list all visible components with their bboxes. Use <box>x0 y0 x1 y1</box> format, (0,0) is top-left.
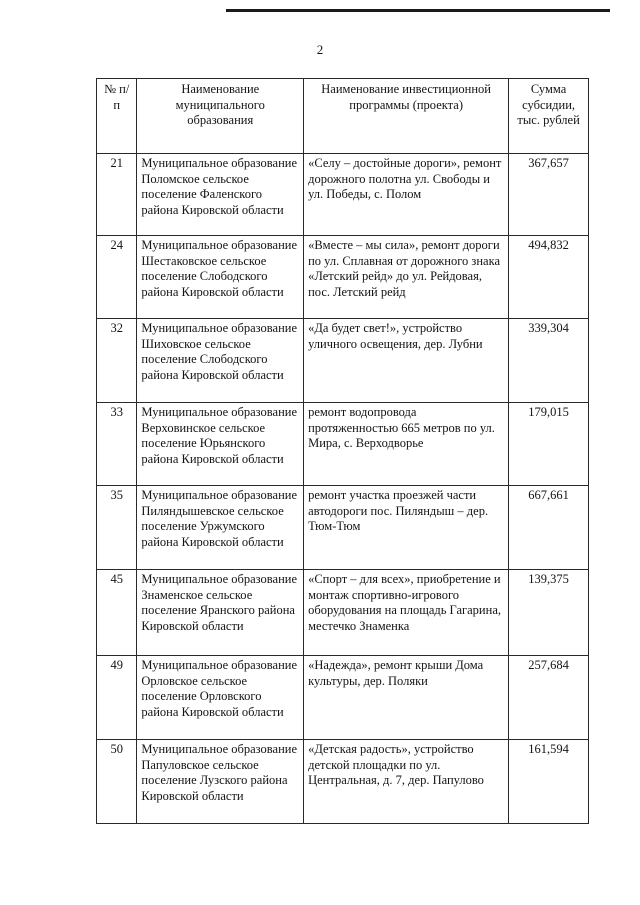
row-number: 50 <box>97 740 137 824</box>
table-row <box>97 486 589 570</box>
row-amount: 494,832 <box>509 236 589 319</box>
row-amount: 667,661 <box>509 486 589 570</box>
row-amount: 179,015 <box>509 403 589 486</box>
top-rule <box>226 9 610 12</box>
row-municipality: Муниципальное образование Верховинское сельское поселение Юрьянского района Кировской области <box>137 403 304 486</box>
table-row <box>97 236 589 319</box>
row-number: 32 <box>97 319 137 403</box>
table-row <box>97 154 589 236</box>
row-program: ремонт водопровода протяженностью 665 метров по ул. Мира, с. Верходворье <box>304 403 509 486</box>
row-municipality: Муниципальное образование Поломское сельское поселение Фаленского района Кировской области <box>137 154 304 236</box>
row-amount: 367,657 <box>509 154 589 236</box>
header-amount: Сумма субсидии, тыс. рублей <box>509 79 589 154</box>
table-row <box>97 319 589 403</box>
row-municipality: Муниципальное образование Пиляндышевское сельское поселение Уржумского района Кировской области <box>137 486 304 570</box>
row-municipality: Муниципальное образование Шиховское сельское поселение Слободского района Кировской области <box>137 319 304 403</box>
row-number: 24 <box>97 236 137 319</box>
row-amount: 139,375 <box>509 570 589 656</box>
table-row <box>97 403 589 486</box>
row-amount: 339,304 <box>509 319 589 403</box>
row-municipality: Муниципальное образование Шестаковское сельское поселение Слободского района Кировской области <box>137 236 304 319</box>
row-amount: 257,684 <box>509 656 589 740</box>
header-municipality: Наименование муниципального образования <box>137 79 304 154</box>
table-header-row <box>97 79 589 154</box>
header-program: Наименование инвестиционной программы (проекта) <box>304 79 509 154</box>
row-amount: 161,594 <box>509 740 589 824</box>
page-number: 2 <box>316 42 324 57</box>
subsidy-table <box>96 78 589 824</box>
row-number: 21 <box>97 154 137 236</box>
row-program: «Детская радость», устройство детской площадки по ул. Центральная, д. 7, дер. Папулово <box>304 740 509 824</box>
row-municipality: Муниципальное образование Орловское сельское поселение Орловского района Кировской области <box>137 656 304 740</box>
row-program: «Да будет свет!», устройство уличного освещения, дер. Лубни <box>304 319 509 403</box>
row-municipality: Муниципальное образование Папуловское сельское поселение Лузского района Кировской области <box>137 740 304 824</box>
row-program: ремонт участка проезжей части автодороги пос. Пиляндыш – дер. Тюм-Тюм <box>304 486 509 570</box>
row-program: «Надежда», ремонт крыши Дома культуры, дер. Поляки <box>304 656 509 740</box>
row-number: 33 <box>97 403 137 486</box>
row-number: 35 <box>97 486 137 570</box>
table-row <box>97 570 589 656</box>
table-row <box>97 656 589 740</box>
table-row <box>97 740 589 824</box>
row-program: «Селу – достойные дороги», ремонт дорожного полотна ул. Свободы и ул. Победы, с. Полом <box>304 154 509 236</box>
row-number: 45 <box>97 570 137 656</box>
row-program: «Вместе – мы сила», ремонт дороги по ул. Сплавная от дорожного знака «Летский рейд» до ул. Рейдовая, пос. Летский рейд <box>304 236 509 319</box>
row-number: 49 <box>97 656 137 740</box>
row-program: «Спорт – для всех», приобретение и монтаж спортивно-игрового оборудования на площадь Гагарина, местечко Знаменка <box>304 570 509 656</box>
header-number: № п/п <box>97 79 137 154</box>
row-municipality: Муниципальное образование Знаменское сельское поселение Яранского района Кировской области <box>137 570 304 656</box>
